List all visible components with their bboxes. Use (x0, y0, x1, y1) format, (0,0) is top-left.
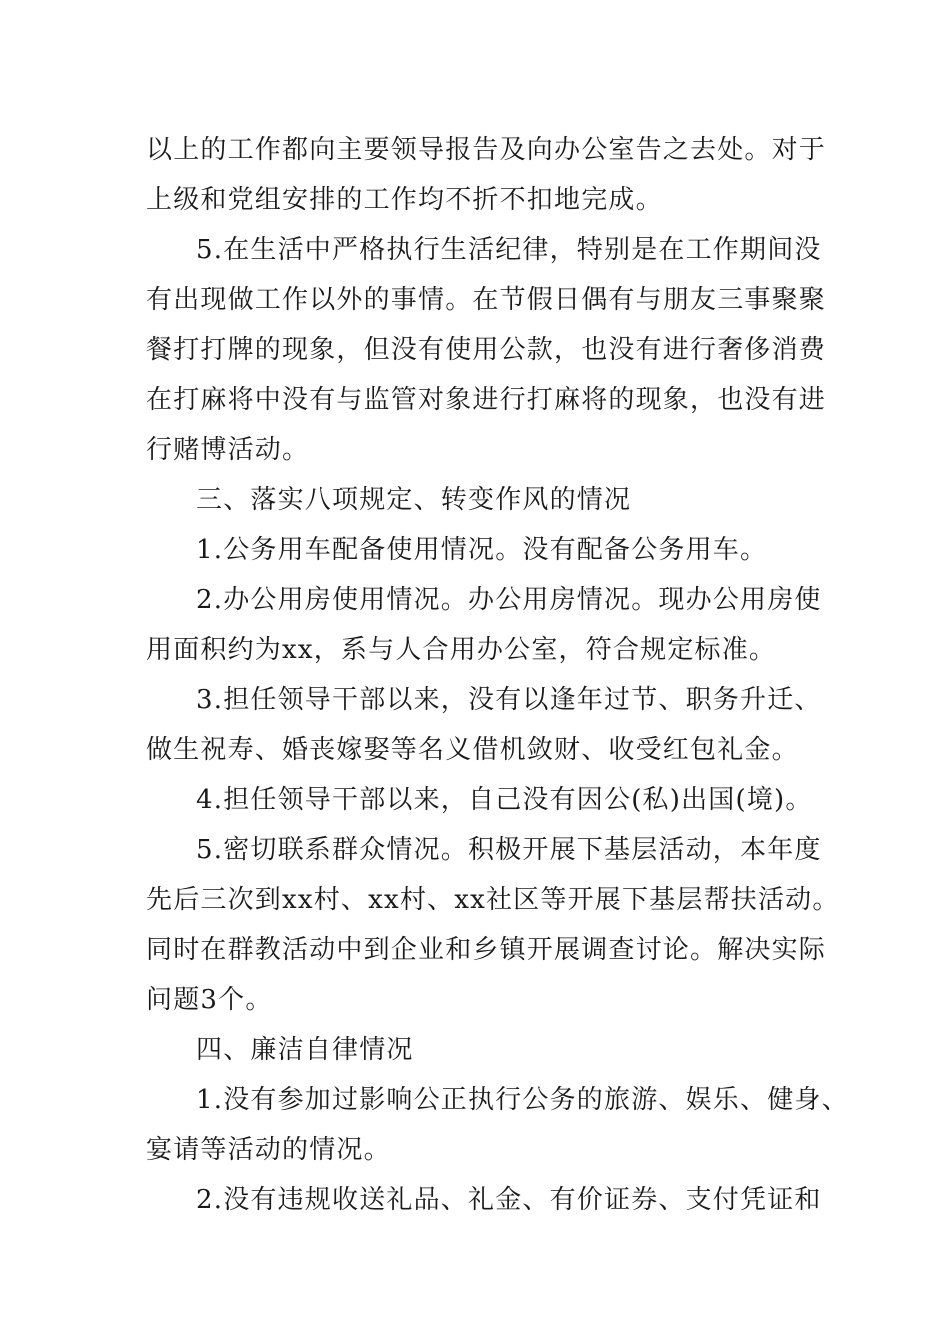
text-line: 先后三次到xx村、xx村、xx社区等开展下基层帮扶活动。 (146, 885, 840, 915)
text-line: 1.没有参加过影响公正执行公务的旅游、娱乐、健身、 (196, 1085, 849, 1115)
text-line: 上级和党组安排的工作均不折不扣地完成。 (146, 185, 663, 215)
text-line: 3.担任领导干部以来，没有以逢年过节、职务升迁、 (196, 685, 822, 715)
text-line: 4.担任领导干部以来，自己没有因公(私)出国(境)。 (196, 785, 813, 815)
text-line: 做生祝寿、婚丧嫁娶等名义借机敛财、收受红包礼金。 (146, 735, 799, 765)
text-line: 宴请等活动的情况。 (146, 1135, 391, 1165)
text-line: 用面积约为xx，系与人合用办公室，符合规定标准。 (146, 635, 777, 665)
text-line: 同时在群教活动中到企业和乡镇开展调查讨论。解决实际 (146, 935, 827, 965)
section-heading: 四、廉洁自律情况 (196, 1035, 414, 1065)
text-line: 行赌博活动。 (146, 435, 310, 465)
text-line: 1.公务用车配备使用情况。没有配备公务用车。 (196, 535, 768, 565)
text-line: 以上的工作都向主要领导报告及向办公室告之去处。对于 (146, 135, 827, 165)
text-line: 餐打打牌的现象，但没有使用公款，也没有进行奢侈消费 (146, 335, 827, 365)
text-line: 有出现做工作以外的事情。在节假日偶有与朋友三事聚聚 (146, 285, 827, 315)
text-line: 2.办公用房使用情况。办公用房情况。现办公用房使 (196, 585, 822, 615)
section-heading: 三、落实八项规定、转变作风的情况 (196, 485, 632, 515)
text-line: 问题3个。 (146, 985, 273, 1015)
text-line: 5.在生活中严格执行生活纪律，特别是在工作期间没 (196, 235, 822, 265)
text-line: 5.密切联系群众情况。积极开展下基层活动，本年度 (196, 835, 822, 865)
text-line: 在打麻将中没有与监管对象进行打麻将的现象，也没有进 (146, 385, 827, 415)
text-line: 2.没有违规收送礼品、礼金、有价证券、支付凭证和 (196, 1185, 822, 1215)
